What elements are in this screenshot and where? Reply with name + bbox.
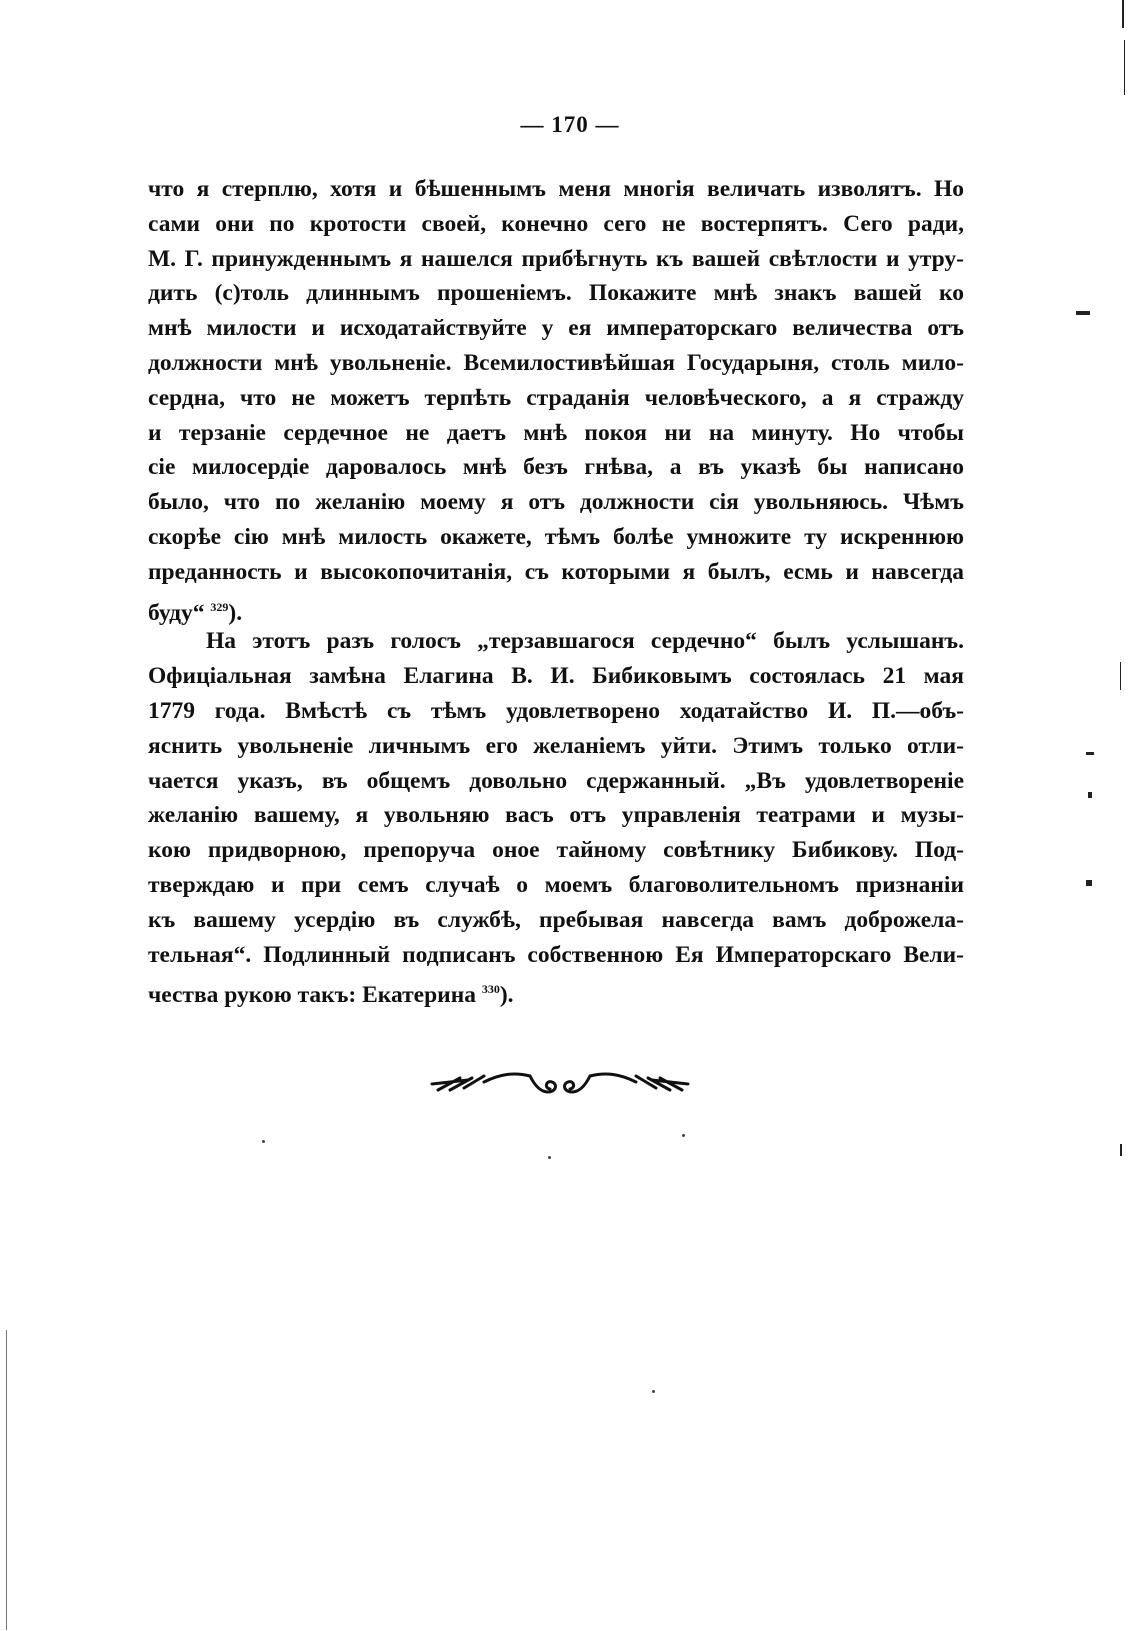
text-line: На этотъ разъ голосъ „терзавшагося сердечно“ былъ услышанъ. <box>206 628 964 655</box>
text-line: и терзаніе сердечное не даетъ мнѣ покоя ни на минуту. Но чтобы <box>148 419 964 446</box>
text-line: сердна, что не можетъ терпѣть страданія человѣческого, а я стражду <box>148 384 964 411</box>
last-line-tail: ). <box>499 982 514 1009</box>
ornament-icon <box>430 1062 690 1102</box>
scan-edge-mark <box>1086 880 1092 886</box>
scan-edge-mark <box>1086 752 1094 755</box>
text-line: М. Г. принужденнымъ я нашелся прибѣгнуть къ вашей свѣтлости и утру- <box>148 245 964 272</box>
last-line-tail: ). <box>228 599 243 626</box>
text-line: мнѣ милости и исходатайствуйте у ея императорскаго величества отъ <box>148 315 964 342</box>
scan-edge-mark <box>1120 1144 1122 1156</box>
text-line: Офиціальная замѣна Елагина В. И. Бибиковымъ состоялась 21 мая <box>148 663 964 690</box>
paragraph-1 <box>148 172 964 624</box>
scan-edge-mark <box>1120 662 1121 690</box>
text-line: къ вашему усердію въ службѣ, пребывая навсегда вамъ доброжела- <box>148 906 964 933</box>
scan-edge-mark <box>1076 311 1090 315</box>
text-line: яснить увольненіе личнымъ его желаніемъ уйти. Этимъ только отли- <box>148 732 964 759</box>
last-line-text: чества рукою такъ: Екатерина <box>148 982 476 1009</box>
footnote-marker: 330 <box>481 982 500 997</box>
scan-edge-mark <box>1122 0 1124 28</box>
text-line-last <box>148 590 964 625</box>
last-line-text: буду“ <box>148 599 205 626</box>
text-line: сами они по кротости своей, конечно сего не востерпятъ. Сего ради, <box>148 210 964 237</box>
text-line-last <box>148 972 964 1007</box>
body-text <box>148 172 964 1007</box>
scan-speck <box>682 1134 685 1137</box>
footnote-marker: 329 <box>210 599 229 614</box>
text-line: сіе милосердіе даровалось мнѣ безъ гнѣва, а въ указѣ бы написано <box>148 454 964 481</box>
text-line: тверждаю и при семъ случаѣ о моемъ благоволительномъ признаніи <box>148 871 964 898</box>
text-line: желанію вашему, я увольняю васъ отъ управленія театрами и музы- <box>148 802 964 829</box>
scan-speck <box>262 1140 265 1143</box>
text-line: скорѣе сію мнѣ милость окажете, тѣмъ болѣе умножите ту искреннюю <box>148 523 964 550</box>
text-line: чается указъ, въ общемъ довольно сдержанный. „Въ удовлетвореніе <box>148 767 964 794</box>
paragraph-2 <box>148 624 964 1007</box>
scan-edge-mark <box>1088 792 1092 798</box>
scan-speck <box>652 1390 655 1393</box>
scan-speck <box>548 1156 551 1159</box>
text-line: кою придворною, препоруча оное тайному совѣтнику Бибикову. Под- <box>148 837 964 864</box>
text-line: должности мнѣ увольненіе. Всемилостивѣйшая Государыня, столь мило- <box>148 349 964 376</box>
text-line: преданность и высокопочитанія, съ которыми я былъ, есмь и навсегда <box>148 558 964 585</box>
text-line: было, что по желанію моему я отъ должности сія увольняюсь. Чѣмъ <box>148 489 964 516</box>
text-line: тельная“. Подлинный подписанъ собственною Ея Императорскаго Вели- <box>148 941 964 968</box>
page-number: — 170 — <box>520 112 620 137</box>
text-line: 1779 года. Вмѣстѣ съ тѣмъ удовлетворено ходатайство И. П.—объ- <box>148 697 964 724</box>
text-line: дить (с)толь длиннымъ прошеніемъ. Покажите мнѣ знакъ вашей ко <box>148 280 964 307</box>
scan-edge-mark <box>1124 40 1125 95</box>
text-line: что я стерплю, хотя и бѣшеннымъ меня многія величать изволятъ. Но <box>148 176 964 202</box>
scan-edge-mark <box>6 1330 7 1630</box>
